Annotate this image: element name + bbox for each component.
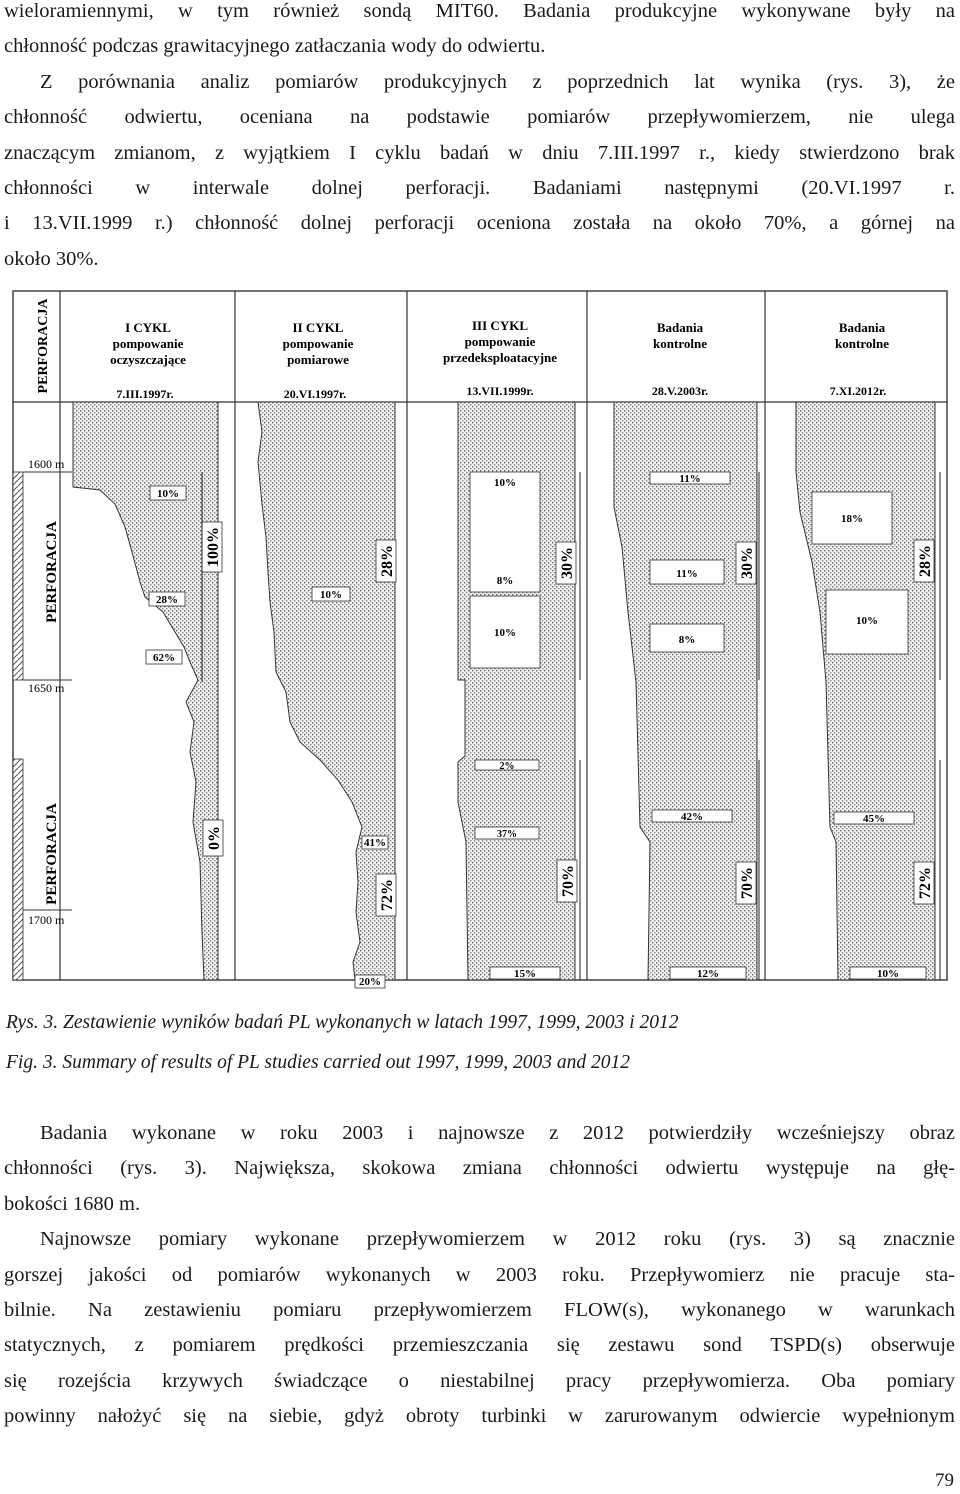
column-date: 7.XI.2012r. xyxy=(829,384,887,398)
text-line: znaczącym zmianom, z wyjątkiem I cyklu badań w dniu 7.III.1997 r., kiedy stwierdzono brak xyxy=(4,141,955,164)
column-date: 28.V.2003r. xyxy=(651,384,709,398)
percent-label: 10% xyxy=(494,627,516,639)
perforation-hatch-upper xyxy=(13,472,23,680)
percent-label: 10% xyxy=(320,589,342,601)
percent-label: 11% xyxy=(679,473,701,485)
percent-box xyxy=(470,472,540,592)
text-line: chłonność odwiertu, oceniana na podstawie pomiarów przepływomierzem, nie ulega xyxy=(4,106,955,129)
depth-column xyxy=(13,298,72,980)
percent-label: 20% xyxy=(359,976,381,988)
percent-label: 37% xyxy=(497,829,517,840)
upper-total-label: 30% xyxy=(559,547,576,579)
text-line: Badania wykonane w roku 2003 i najnowsze z 2012 potwierdziły wcześniejszy obraz xyxy=(40,1122,955,1144)
percent-label: 45% xyxy=(863,813,885,825)
page-number: 79 xyxy=(935,1470,954,1491)
figure-column-5 xyxy=(766,320,940,980)
perforacja-lower-label: PERFORACJA xyxy=(44,803,60,905)
column-date: 20.VI.1997r. xyxy=(283,387,347,401)
lower-total-label: 72% xyxy=(379,879,396,911)
column-title-line: pomiarowe xyxy=(287,352,349,367)
column-title-line: kontrolne xyxy=(835,336,889,351)
perforation-hatch-lower xyxy=(13,759,23,980)
percent-label: 2% xyxy=(499,761,515,772)
column-title-line: pompowanie xyxy=(464,334,536,349)
column-title-line: pompowanie xyxy=(282,336,354,351)
percent-label: 10% xyxy=(157,488,179,500)
upper-total-label: 100% xyxy=(205,527,222,567)
percent-label: 15% xyxy=(514,968,536,980)
percent-label: 41% xyxy=(364,837,386,849)
flow-profile xyxy=(588,402,757,980)
upper-total-label: 28% xyxy=(917,545,934,577)
text-line: Z porównania analiz pomiarów produkcyjnych z poprzednich lat wynika (rys. 3), że xyxy=(40,70,955,93)
upper-total-label: 28% xyxy=(379,545,396,577)
lower-total-label: 0% xyxy=(206,826,223,850)
caption-polish: Rys. 3. Zestawienie wyników badań PL wykonanych w latach 1997, 1999, 2003 i 2012 xyxy=(6,1012,679,1033)
figure-3 xyxy=(0,282,960,1002)
percent-label: 10% xyxy=(856,615,878,627)
text-line: chłonności w interwale dolnej perforacji. Badaniami następnymi (20.VI.1997 r. xyxy=(4,177,955,200)
text-line: i 13.VII.1999 r.) chłonność dolnej perforacji oceniona została na około 70%, a górnej na xyxy=(4,212,955,235)
depth-label-1650: 1650 m xyxy=(28,681,65,695)
column-title-line: Badania xyxy=(656,320,704,335)
lower-total-label: 70% xyxy=(560,865,577,897)
text-line: statycznych, z pomiarem prędkości przemieszczania się zestawu sond TSPD(s) obserwuje xyxy=(4,1334,955,1357)
column-title-line: pompowanie xyxy=(112,336,184,351)
column-title-line: III CYKL xyxy=(472,318,528,333)
figure-column-3 xyxy=(408,291,587,980)
text-line: chłonności (rys. 3). Największa, skokowa zmiana chłonności odwiertu występuje na głę- xyxy=(4,1157,955,1180)
column-date: 13.VII.1999r. xyxy=(466,384,534,398)
flow-profile xyxy=(236,402,395,980)
percent-label: 12% xyxy=(697,968,719,980)
caption-english: Fig. 3. Summary of results of PL studies carried out 1997, 1999, 2003 and 2012 xyxy=(6,1052,630,1073)
perforacja-upper-label: PERFORACJA xyxy=(44,521,60,623)
flow-profile xyxy=(766,402,935,980)
text-line: Najnowsze pomiary wykonane przepływomierzem w 2012 roku (rys. 3) są znacznie xyxy=(40,1228,955,1251)
column-date: 7.III.1997r. xyxy=(116,387,174,401)
depth-label-1700: 1700 m xyxy=(28,913,65,927)
text-line: chłonność podczas grawitacyjnego zatłaczania wody do odwiertu. xyxy=(4,35,546,58)
percent-label: 42% xyxy=(681,811,703,823)
paragraph-top xyxy=(4,0,955,277)
text-line: się rozejścia krzywych świadczące o niestabilnej pracy przepływomierza. Oba pomiary xyxy=(4,1369,955,1392)
column-title-line: przedeksploatacyjne xyxy=(442,350,558,365)
paragraph-bottom xyxy=(4,1116,955,1435)
flow-profile xyxy=(73,402,218,980)
figure-column-2 xyxy=(236,291,407,988)
percent-label: 62% xyxy=(153,652,175,664)
percent-label: 10% xyxy=(877,968,899,980)
column-title-line: kontrolne xyxy=(653,336,707,351)
lower-total-label: 70% xyxy=(739,867,756,899)
text-line: wieloramiennymi, w tym również sondą MIT60. Badania produkcyjne wykonywane były na xyxy=(4,0,955,22)
percent-label: 18% xyxy=(841,513,863,525)
figure-column-1 xyxy=(73,291,235,980)
figure-column-4 xyxy=(588,291,765,980)
text-line: powinny nałożyć się na siebie, gdyż obroty turbinki w zarurowanym odwiercie wypełnionym xyxy=(4,1405,955,1428)
column-title-line: I CYKL xyxy=(125,320,171,335)
depth-label-1600: 1600 m xyxy=(28,457,65,471)
percent-label: 8% xyxy=(496,575,514,587)
lower-total-label: 72% xyxy=(917,867,934,899)
percent-label: 28% xyxy=(156,594,178,606)
column-title-line: II CYKL xyxy=(292,320,344,335)
text-line: bilnie. Na zestawieniu pomiaru przepływomierzem FLOW(s), wykonanego w warunkach xyxy=(4,1299,955,1322)
text-line: gorszej jakości od pomiarów wykonanych w 2003 roku. Przepływomierz nie pracuje sta- xyxy=(4,1263,955,1286)
percent-label: 10% xyxy=(494,477,516,489)
text-line: około 30%. xyxy=(4,247,99,270)
percent-label: 8% xyxy=(678,634,696,646)
perforacja-header-label: PERFORACJA xyxy=(36,298,51,394)
percent-label: 11% xyxy=(676,568,698,580)
column-title-line: Badania xyxy=(838,320,886,335)
upper-total-label: 30% xyxy=(739,547,756,579)
column-title-line: oczyszczające xyxy=(110,352,186,367)
text-line: bokości 1680 m. xyxy=(4,1192,141,1215)
